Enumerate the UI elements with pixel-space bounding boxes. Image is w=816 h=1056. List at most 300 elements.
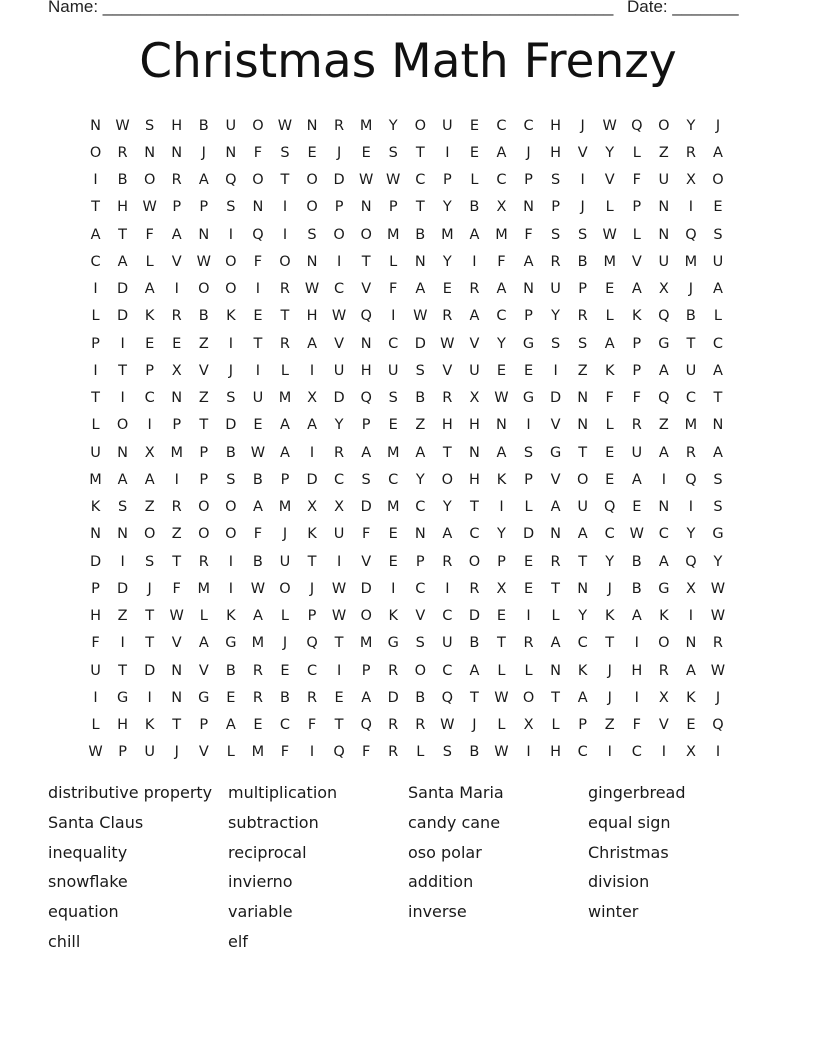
grid-letter: S	[550, 172, 561, 189]
grid-letter: N	[414, 526, 426, 543]
grid-letter: K	[307, 526, 317, 543]
grid-letter: S	[578, 226, 588, 243]
grid-letter: X	[685, 172, 696, 189]
grid-letter: K	[686, 689, 696, 706]
grid-letter: Y	[415, 471, 425, 488]
grid-letter: R	[252, 689, 263, 706]
grid-letter: D	[522, 526, 535, 543]
grid-letter: C	[577, 635, 588, 652]
grid-letter: K	[144, 308, 155, 325]
grid-letter: V	[198, 744, 209, 761]
grid-letter: O	[252, 172, 264, 189]
grid-letter: A	[631, 608, 642, 625]
grid-letter: S	[388, 390, 398, 407]
grid-row	[82, 248, 732, 275]
grid-letter: P	[578, 717, 588, 734]
grid-letter: C	[388, 471, 399, 488]
grid-letter: B	[198, 308, 209, 325]
grid-letter: A	[252, 608, 263, 625]
grid-letter: A	[631, 471, 642, 488]
grid-letter: I	[688, 199, 694, 216]
grid-letter: Q	[685, 471, 697, 488]
word-bank-item: candy cane	[408, 812, 501, 832]
grid-letter: N	[496, 417, 507, 434]
grid-letter: Q	[631, 117, 643, 134]
grid-letter: L	[551, 717, 560, 734]
grid-letter: R	[712, 635, 723, 652]
grid-letter: L	[91, 717, 100, 734]
grid-letter: X	[307, 499, 317, 516]
grid-letter: V	[171, 635, 182, 652]
grid-letter: E	[172, 335, 182, 352]
grid-letter: H	[550, 144, 562, 161]
grid-letter: T	[497, 635, 506, 652]
grid-letter: A	[713, 444, 723, 461]
grid-letter: A	[252, 499, 263, 516]
grid-letter: L	[605, 308, 614, 325]
grid-letter: H	[90, 608, 101, 625]
grid-letter: J	[282, 635, 288, 652]
grid-letter: O	[279, 580, 291, 597]
grid-letter: M	[278, 499, 292, 516]
grid-letter: C	[685, 390, 696, 407]
grid-letter: L	[632, 226, 641, 243]
grid-letter: S	[117, 499, 128, 516]
grid-letter: O	[116, 417, 129, 434]
grid-letter: L	[632, 144, 641, 161]
grid-letter: D	[468, 608, 480, 625]
grid-letter: R	[171, 308, 182, 325]
grid-letter: N	[577, 390, 589, 407]
grid-letter: T	[118, 226, 128, 243]
grid-letter: S	[280, 144, 290, 161]
grid-letter: A	[280, 444, 290, 461]
grid-letter: S	[550, 226, 561, 243]
grid-letter: P	[91, 580, 100, 597]
grid-letter: R	[658, 662, 669, 679]
grid-letter: J	[147, 580, 152, 597]
grid-letter: R	[279, 281, 290, 298]
grid-letter: Z	[658, 144, 669, 161]
grid-row	[82, 194, 732, 221]
grid-letter: N	[360, 199, 372, 216]
word-bank-item: inequality	[48, 842, 128, 862]
grid-letter: X	[144, 444, 155, 461]
grid-letter: H	[171, 117, 183, 134]
grid-letter: X	[334, 499, 345, 516]
word-bank-item: Christmas	[588, 842, 669, 862]
grid-letter: H	[550, 117, 562, 134]
grid-letter: Y	[442, 499, 452, 516]
grid-letter: P	[497, 553, 506, 570]
grid-letter: E	[226, 689, 236, 706]
grid-letter: P	[524, 308, 533, 325]
grid-letter: V	[415, 608, 426, 625]
grid-letter: Y	[686, 526, 696, 543]
grid-letter: K	[144, 717, 155, 734]
grid-row	[82, 603, 732, 630]
grid-letter: W	[169, 608, 184, 625]
grid-letter: A	[171, 226, 182, 243]
grid-letter: I	[282, 199, 288, 216]
grid-letter: V	[631, 253, 642, 270]
grid-letter: V	[658, 717, 669, 734]
grid-letter: L	[91, 308, 100, 325]
grid-letter: J	[201, 144, 206, 161]
grid-letter: T	[172, 553, 182, 570]
grid-letter: N	[658, 499, 670, 516]
grid-letter: R	[442, 308, 453, 325]
grid-letter: E	[388, 553, 398, 570]
grid-letter: E	[496, 362, 507, 379]
grid-letter: L	[280, 362, 290, 379]
grid-letter: M	[386, 226, 400, 243]
grid-letter: S	[713, 226, 723, 243]
grid-letter: J	[580, 117, 585, 134]
grid-letter: V	[361, 281, 372, 298]
grid-letter: N	[198, 226, 210, 243]
grid-letter: C	[415, 580, 426, 597]
grid-letter: O	[225, 281, 237, 298]
grid-letter: I	[688, 608, 694, 625]
grid-letter: B	[631, 553, 642, 570]
grid-letter: L	[605, 417, 614, 434]
grid-letter: I	[120, 553, 125, 570]
grid-letter: A	[469, 308, 480, 325]
grid-letter: N	[171, 390, 183, 407]
grid-letter: N	[577, 417, 589, 434]
grid-letter: T	[551, 689, 561, 706]
grid-letter: I	[336, 253, 342, 270]
grid-letter: I	[120, 335, 125, 352]
grid-letter: R	[306, 689, 318, 706]
grid-letter: L	[524, 662, 533, 679]
word-bank-item: Santa Maria	[408, 783, 504, 802]
grid-letter: U	[225, 117, 237, 134]
grid-row	[82, 630, 732, 657]
grid-letter: T	[469, 689, 479, 706]
grid-letter: D	[550, 390, 562, 407]
grid-letter: W	[602, 117, 617, 134]
grid-letter: S	[145, 553, 155, 570]
grid-letter: L	[199, 608, 208, 625]
grid-letter: Q	[333, 744, 345, 761]
grid-letter: I	[93, 281, 98, 298]
grid-letter: M	[251, 744, 265, 761]
grid-letter: W	[250, 580, 266, 597]
grid-letter: S	[361, 471, 371, 488]
grid-letter: M	[441, 226, 454, 243]
grid-letter: Z	[577, 362, 588, 379]
grid-letter: I	[228, 553, 233, 570]
grid-letter: T	[415, 199, 425, 216]
grid-letter: Q	[712, 717, 724, 734]
grid-letter: I	[309, 744, 315, 761]
grid-letter: K	[388, 608, 398, 625]
grid-letter: P	[307, 608, 317, 625]
grid-letter: V	[334, 335, 345, 352]
grid-letter: D	[225, 417, 237, 434]
grid-letter: B	[685, 308, 696, 325]
grid-letter: E	[686, 717, 696, 734]
grid-letter: I	[445, 144, 450, 161]
grid-letter: W	[331, 580, 347, 597]
grid-letter: I	[174, 281, 179, 298]
grid-letter: N	[225, 144, 237, 161]
grid-letter: N	[523, 281, 534, 298]
grid-row	[82, 412, 732, 439]
grid-letter: F	[632, 717, 641, 734]
grid-letter: Y	[686, 117, 696, 134]
grid-letter: R	[279, 335, 290, 352]
grid-row	[82, 167, 732, 194]
word-bank-item: variable	[228, 902, 293, 922]
grid-letter: P	[199, 471, 209, 488]
grid-letter: A	[469, 662, 480, 679]
word-bank-item: gingerbread	[588, 783, 686, 802]
word-bank-item: distributive property	[48, 783, 213, 802]
grid-letter: L	[551, 608, 560, 625]
grid-letter: F	[361, 744, 371, 761]
grid-letter: E	[307, 144, 317, 161]
grid-letter: D	[89, 553, 102, 570]
grid-letter: G	[225, 635, 237, 652]
grid-letter: C	[388, 335, 399, 352]
grid-letter: X	[523, 717, 534, 734]
grid-letter: Y	[442, 253, 452, 270]
word-bank-item: elf	[228, 931, 248, 951]
grid-letter: R	[442, 390, 453, 407]
grid-letter: E	[496, 608, 507, 625]
grid-letter: I	[93, 689, 98, 706]
grid-letter: W	[440, 717, 455, 734]
grid-letter: U	[442, 635, 453, 652]
grid-letter: E	[280, 662, 290, 679]
grid-letter: G	[387, 635, 399, 652]
grid-letter: I	[228, 226, 233, 243]
grid-letter: W	[88, 744, 103, 761]
grid-letter: I	[634, 689, 639, 706]
grid-letter: E	[523, 580, 534, 597]
grid-row	[82, 494, 732, 521]
grid-letter: B	[415, 689, 426, 706]
grid-letter: F	[524, 226, 533, 243]
grid-letter: R	[388, 744, 399, 761]
grid-letter: O	[306, 172, 318, 189]
grid-letter: M	[684, 417, 698, 434]
grid-letter: P	[524, 471, 533, 488]
grid-letter: J	[526, 144, 531, 161]
grid-letter: Y	[605, 553, 615, 570]
grid-letter: T	[199, 417, 209, 434]
grid-letter: N	[550, 662, 562, 679]
grid-letter: W	[304, 281, 320, 298]
grid-letter: S	[226, 471, 236, 488]
grid-letter: D	[117, 281, 129, 298]
grid-letter: M	[278, 390, 292, 407]
grid-letter: Q	[441, 689, 454, 706]
grid-letter: F	[307, 717, 317, 734]
grid-letter: Q	[685, 226, 697, 243]
word-bank-item: division	[588, 872, 650, 892]
grid-letter: F	[632, 172, 641, 189]
grid-letter: S	[388, 144, 398, 161]
grid-letter: I	[93, 362, 98, 379]
grid-letter: P	[280, 471, 290, 488]
grid-letter: E	[523, 553, 534, 570]
grid-letter: A	[280, 417, 290, 434]
grid-letter: K	[226, 308, 236, 325]
grid-row	[82, 385, 732, 412]
grid-letter: L	[524, 499, 533, 516]
grid-letter: N	[144, 144, 156, 161]
grid-letter: S	[442, 744, 452, 761]
grid-letter: W	[386, 172, 401, 189]
grid-letter: A	[604, 335, 615, 352]
grid-letter: E	[605, 471, 615, 488]
grid-letter: B	[469, 744, 480, 761]
grid-row	[82, 712, 732, 739]
grid-letter: N	[712, 417, 724, 434]
grid-letter: B	[631, 580, 642, 597]
grid-letter: F	[172, 580, 181, 597]
grid-letter: S	[307, 226, 317, 243]
grid-letter: D	[333, 390, 345, 407]
grid-letter: K	[90, 499, 101, 516]
grid-letter: E	[523, 362, 534, 379]
grid-letter: N	[658, 199, 670, 216]
grid-letter: J	[607, 662, 612, 679]
grid-letter: R	[685, 144, 696, 161]
grid-letter: H	[306, 308, 318, 325]
grid-letter: D	[117, 580, 129, 597]
grid-letter: N	[90, 526, 101, 543]
grid-letter: J	[607, 580, 612, 597]
grid-letter: T	[145, 608, 155, 625]
grid-letter: E	[361, 144, 371, 161]
grid-letter: Q	[306, 635, 318, 652]
grid-letter: L	[416, 744, 425, 761]
grid-letter: N	[117, 526, 129, 543]
grid-letter: T	[280, 172, 290, 189]
grid-letter: P	[442, 172, 452, 189]
grid-letter: H	[550, 744, 562, 761]
grid-letter: F	[389, 281, 398, 298]
grid-letter: P	[334, 199, 344, 216]
grid-letter: S	[226, 199, 236, 216]
grid-letter: L	[226, 744, 235, 761]
grid-letter: U	[252, 390, 264, 407]
grid-letter: C	[712, 335, 724, 352]
grid-letter: J	[715, 689, 721, 706]
grid-letter: X	[469, 390, 480, 407]
grid-letter: Q	[225, 172, 237, 189]
grid-letter: A	[198, 172, 209, 189]
word-bank-item: Santa Claus	[48, 812, 144, 832]
grid-letter: N	[523, 199, 534, 216]
grid-letter: S	[145, 117, 155, 134]
grid-letter: T	[118, 662, 128, 679]
grid-letter: X	[658, 689, 669, 706]
grid-letter: R	[388, 662, 399, 679]
grid-letter: R	[442, 553, 453, 570]
grid-letter: I	[336, 553, 342, 570]
grid-letter: R	[631, 417, 642, 434]
grid-letter: A	[415, 444, 426, 461]
grid-letter: V	[442, 362, 453, 379]
grid-letter: U	[550, 281, 561, 298]
grid-letter: O	[198, 526, 210, 543]
grid-letter: Q	[658, 390, 670, 407]
grid-letter: C	[90, 253, 101, 270]
grid-letter: Z	[604, 717, 615, 734]
grid-letter: E	[388, 417, 398, 434]
grid-letter: S	[578, 335, 588, 352]
grid-letter: I	[255, 362, 261, 379]
grid-letter: C	[415, 172, 426, 189]
grid-letter: J	[715, 117, 721, 134]
grid-row	[82, 739, 732, 766]
grid-letter: I	[391, 580, 396, 597]
grid-row	[82, 139, 732, 166]
grid-letter: R	[577, 308, 588, 325]
grid-letter: S	[550, 335, 561, 352]
grid-letter: T	[578, 553, 588, 570]
grid-letter: W	[250, 444, 266, 461]
grid-letter: W	[629, 526, 644, 543]
grid-letter: J	[607, 689, 612, 706]
grid-letter: A	[631, 281, 642, 298]
grid-row	[82, 548, 732, 575]
grid-letter: A	[550, 635, 561, 652]
grid-letter: E	[469, 117, 479, 134]
grid-letter: A	[307, 335, 317, 352]
grid-letter: D	[387, 689, 399, 706]
grid-letter: Z	[144, 499, 155, 516]
grid-letter: I	[391, 308, 396, 325]
grid-letter: I	[661, 471, 666, 488]
grid-letter: O	[576, 471, 589, 488]
grid-letter: I	[309, 362, 315, 379]
grid-letter: A	[577, 689, 588, 706]
grid-letter: R	[252, 662, 263, 679]
word-bank-item: chill	[48, 931, 81, 951]
grid-letter: H	[441, 417, 453, 434]
grid-letter: C	[577, 744, 588, 761]
grid-letter: U	[658, 172, 670, 189]
grid-letter: H	[117, 717, 129, 734]
grid-letter: T	[442, 444, 452, 461]
grid-letter: R	[334, 444, 345, 461]
grid-letter: M	[251, 635, 265, 652]
grid-letter: O	[360, 226, 372, 243]
grid-letter: R	[388, 717, 399, 734]
grid-letter: T	[307, 553, 317, 570]
grid-letter: O	[89, 144, 102, 161]
grid-letter: U	[90, 662, 101, 679]
grid-letter: L	[389, 253, 398, 270]
grid-letter: E	[605, 281, 615, 298]
grid-letter: B	[198, 117, 209, 134]
word-bank-item: snowflake	[48, 872, 128, 892]
grid-row	[82, 303, 732, 330]
grid-letter: C	[442, 662, 453, 679]
grid-letter: K	[659, 608, 669, 625]
grid-letter: I	[553, 362, 558, 379]
grid-letter: L	[605, 199, 614, 216]
grid-letter: C	[469, 526, 480, 543]
grid-letter: F	[91, 635, 100, 652]
